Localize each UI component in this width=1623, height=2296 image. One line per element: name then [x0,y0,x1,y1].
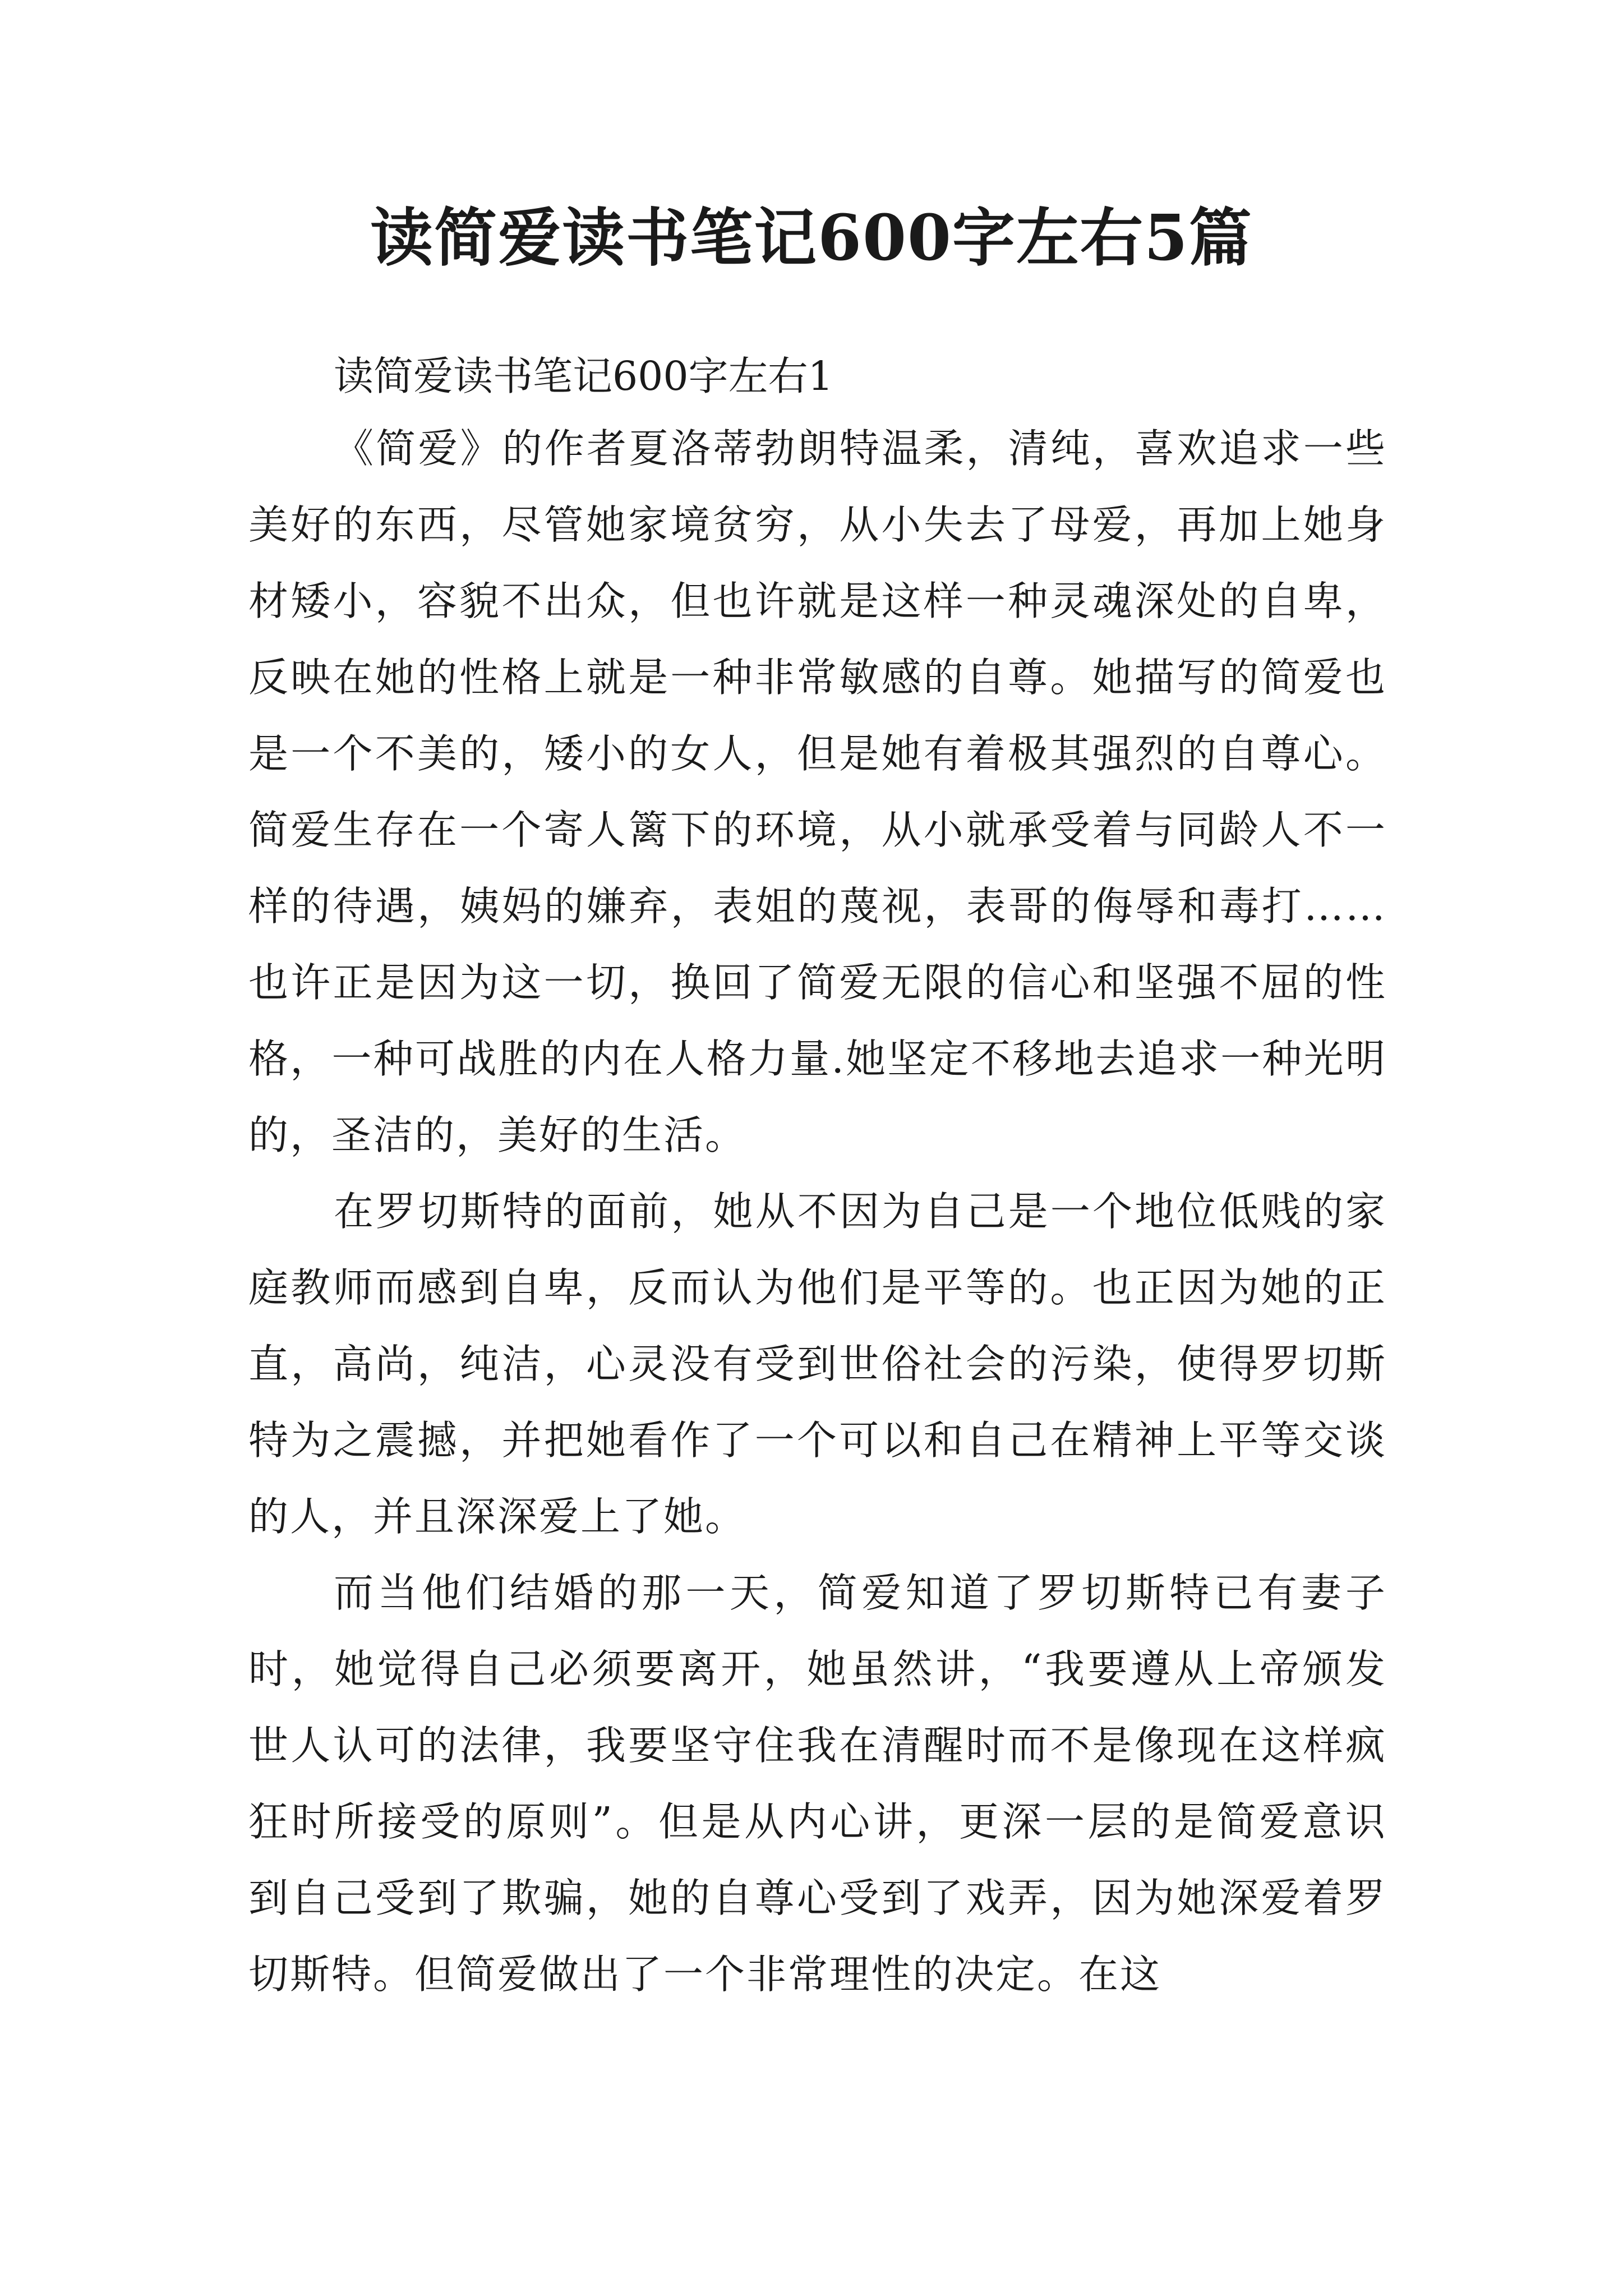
body-paragraph-1: 《简爱》的作者夏洛蒂勃朗特温柔，清纯，喜欢追求一些美好的东西，尽管她家境贫穷，从小失去了母爱，再加上她身材矮小，容貌不出众，但也许就是这样一种灵魂深处的自卑，反映在她的性格上就是一种非常敏感的自尊。她描写的简爱也是一个不美的，矮小的女人，但是她有着极其强烈的自尊心。简爱生存在一个寄人篱下的环境，从小就承受着与同龄人不一样的待遇，姨妈的嫌弃，表姐的蔑视，表哥的侮辱和毒打……也许正是因为这一切，换回了简爱无限的信心和坚强不屈的性格，一种可战胜的内在人格力量.她坚定不移地去追求一种光明的，圣洁的，美好的生活。 [248,425,1387,1158]
body-paragraph-3: 而当他们结婚的那一天，简爱知道了罗切斯特已有妻子时，她觉得自己必须要离开，她虽然讲，“我要遵从上帝颁发世人认可的法律，我要坚守住我在清醒时而不是像现在这样疯狂时所接受的原则”。但是从内心讲，更深一层的是简爱意识到自己受到了欺骗，她的自尊心受到了戏弄，因为她深爱着罗切斯特。但简爱做出了一个非常理性的决定。在这 [248,1570,1387,1998]
document-body [248,342,1387,2013]
body-paragraph-2: 在罗切斯特的面前，她从不因为自己是一个地位低贱的家庭教师而感到自卑，反而认为他们是平等的。也正因为她的正直，高尚，纯洁，心灵没有受到世俗社会的污染，使得罗切斯特为之震撼，并把她看作了一个可以和自己在精神上平等交谈的人，并且深深爱上了她。 [248,1188,1387,1540]
document-title: 读简爱读书笔记600字左右5篇 [370,201,1253,275]
section-heading: 读简爱读书笔记600字左右1 [334,353,833,399]
